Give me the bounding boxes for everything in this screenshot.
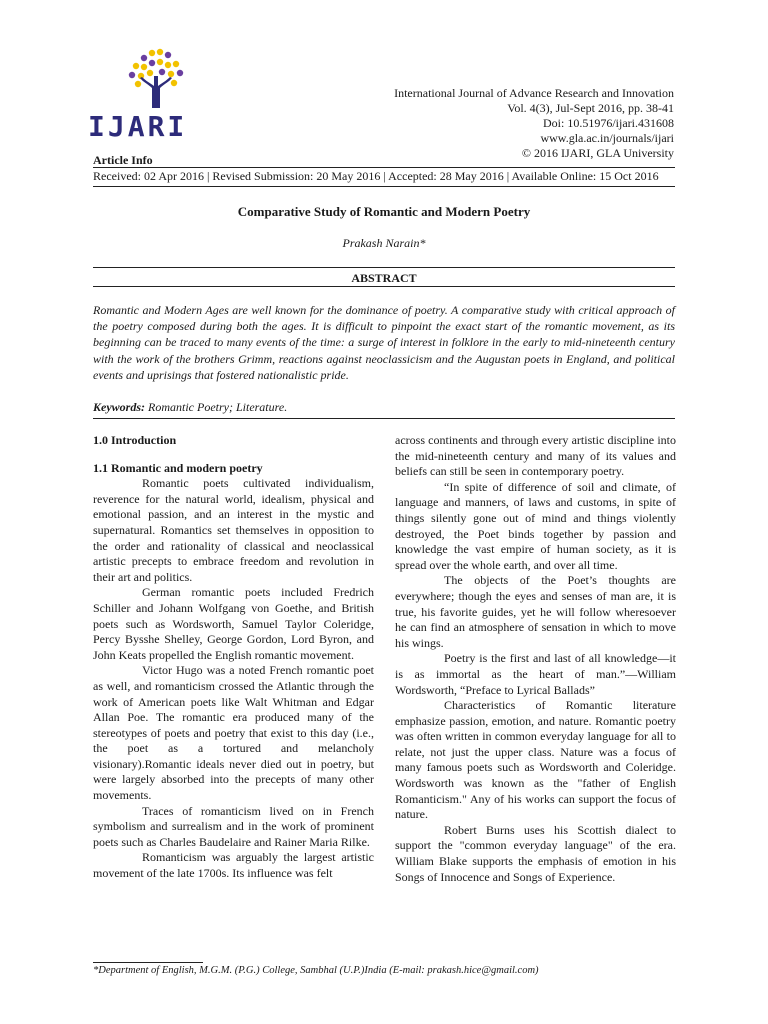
journal-doi: Doi: 10.51976/ijari.431608: [543, 116, 674, 130]
keywords: [93, 400, 675, 415]
article-info-label: Article Info: [93, 153, 153, 167]
quote-paragraph: “In spite of difference of soil and climate, of language and manners, of laws and customs, in spite of things silently gone out of mind and things violently destroyed, the Poet binds together by passion and knowledge the vast empire of human society, as it is spread over the whole earth, and over all time.: [395, 479, 676, 572]
journal-info: [394, 86, 674, 161]
journal-url: www.gla.ac.in/journals/ijari: [540, 131, 674, 145]
body-paragraph: German romantic poets included Fredrich Schiller and Johann Wolfgang von Goethe, and British poets such as Wordsworth, Samuel Taylor Coleridge, Percy Bysshe Shelley, George Gordon, Lord Byron, and John Keats propelled the English romantic movement.: [93, 585, 374, 662]
body-column-right: [395, 433, 676, 885]
logo-wordmark: IJARI: [88, 110, 188, 143]
journal-copyright: © 2016 IJARI, GLA University: [521, 146, 674, 160]
body-column-left: [93, 433, 374, 882]
divider: [93, 167, 675, 168]
keywords-label: Keywords:: [93, 400, 145, 414]
journal-name: International Journal of Advance Research and Innovation: [394, 86, 674, 100]
footnote: *Department of English, M.G.M. (P.G.) College, Sambhal (U.P.)India (E-mail: prakash.hice@gmail.com): [93, 965, 539, 976]
section-heading-introduction: 1.0 Introduction: [93, 433, 177, 447]
keywords-value: Romantic Poetry; Literature.: [148, 400, 288, 414]
body-paragraph: Traces of romanticism lived on in French symbolism and surrealism and in the work of prominent poets such as Charles Baudelaire and Rainer Maria Rilke.: [93, 803, 374, 849]
paper-title: Comparative Study of Romantic and Modern Poetry: [237, 204, 531, 219]
abstract-heading: ABSTRACT: [351, 271, 417, 285]
divider: [93, 418, 675, 419]
abstract-text: Romantic and Modern Ages are well known for the dominance of poetry. A comparative study with critical approach of the poetry composed during both the ages. It is difficult to pinpoint the exact start of the romantic movement, as its beginning can be traced to many events of the time: a surge of interest in folklore in the early to mid-nineteenth century with the work of the brothers Grimm, reactions against neoclassicism and the Augustan poets in England, and political events and uprisings that fostered nationalistic pride.: [93, 303, 675, 382]
body-paragraph: Characteristics of Romantic literature emphasize passion, emotion, and nature. Romantic poetry was often written in common everyday language for all to relate, not just the upper class. Nature was a focus of many famous poets such as Wordsworth and Coleridge. Wordsworth was known as the "father of English Romanticism." Any of his works can support the focus of nature.: [395, 698, 676, 822]
article-dates: Received: 02 Apr 2016 | Revised Submission: 20 May 2016 | Accepted: 28 May 2016 | Available Online: 15 Oct 2016: [93, 169, 659, 183]
body-paragraph: Victor Hugo was a noted French romantic poet as well, and romanticism crossed the Atlantic through the work of American poets like Walt Whitman and Edgar Allan Poe. The romantic era produced many of the stereotypes of poets and poetry that exist to this day (i.e., the poet as a tortured and melancholy visionary).Romantic ideals never died out in poetry, but were largely absorbed into the precepts of many other movements.: [93, 663, 374, 803]
body-paragraph: Robert Burns uses his Scottish dialect to support the "common everyday language" of the era. William Blake supports the emphasis of emotion in his Songs of Innocence and Songs of Experience.: [395, 822, 676, 884]
divider: [93, 267, 675, 268]
subsection-heading: 1.1 Romantic and modern poetry: [93, 460, 263, 475]
body-paragraph: across continents and through every artistic discipline into the mid-nineteenth century and many of its values and beliefs can still be seen in contemporary poetry.: [395, 433, 676, 479]
divider: [93, 286, 675, 287]
footnote-divider: [93, 962, 203, 963]
tree-trunk-icon: [140, 76, 172, 108]
quote-paragraph: The objects of the Poet’s thoughts are everywhere; though the eyes and senses of man are, it is true, his favorite guides, yet he will follow wheresoever he can find an atmosphere of sensation in which to move his wings.: [395, 573, 676, 650]
body-paragraph: Romanticism was arguably the largest artistic movement of the late 1700s. Its influence was felt: [93, 850, 374, 881]
quote-paragraph: Poetry is the first and last of all knowledge—it is as immortal as the heart of man.”—William Wordsworth, “Preface to Lyrical Ballads”: [395, 651, 676, 697]
journal-volume: Vol. 4(3), Jul-Sept 2016, pp. 38-41: [507, 101, 674, 115]
paper-author: Prakash Narain*: [342, 236, 426, 250]
divider: [93, 186, 675, 187]
body-paragraph: Romantic poets cultivated individualism, reverence for the natural world, idealism, physical and emotional passion, and an interest in the mystic and supernatural. Romantics set themselves in opposition to the order and rationality of classical and neoclassical artistic precepts to embrace freedom and revolution in their art and politics.: [93, 476, 374, 584]
